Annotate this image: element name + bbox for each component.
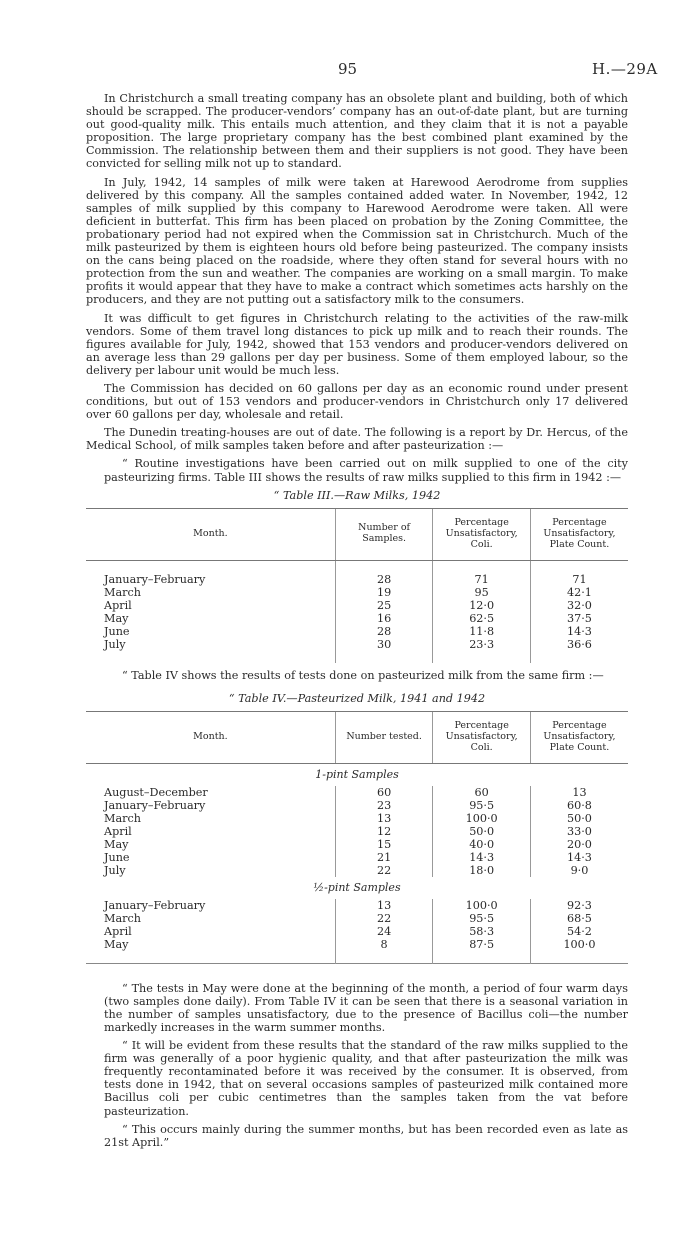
value-cell: 100·0 <box>530 938 628 951</box>
table-row <box>86 851 628 864</box>
value-cell: 71 <box>530 573 628 586</box>
value-cell: 62·5 <box>433 612 531 625</box>
table-row <box>86 612 628 625</box>
value-cell: 14·3 <box>433 851 531 864</box>
table-row <box>86 925 628 938</box>
paragraph: In July, 1942, 14 samples of milk were taken at Harewood Aerodrome from supplies delivered by this company. All the samples contained added water. In November, 1942, 12 samples of milk supplied by this company to Harewood Aerodrome were taken. All were deficient in butterfat. This firm has been placed on probation by the Zoning Committee, the probationary period had not expired when the Commission sat in Christchurch. Much of the milk pasteurized by them is eighteen hours old before being pasteurized. The company insists on the cans being placed on the roadside, where they often stand for several hours with no protection from the sun and weather. The companies are working on a small margin. To make profits it would appear that they have to make a contract which sometimes acts harshly on the producers, and they are not putting out a satisfactory milk to the consumers. <box>86 175 628 307</box>
paragraph: The Dunedin treating-houses are out of date. The following is a report by Dr. Hercus, of the Medical School, of milk samples taken before and after pasteurization :— <box>86 426 628 453</box>
month-cell: May <box>104 937 129 951</box>
value-cell: 9·0 <box>530 864 628 877</box>
page-body <box>86 92 628 1154</box>
value-cell: 40·0 <box>433 838 531 851</box>
value-cell: 24 <box>335 925 433 938</box>
value-cell: 12 <box>335 825 433 838</box>
quoted-paragraph: “ The tests in May were done at the beginning of the month, a period of four warm days (two samples done daily). From Table IV it can be seen that there is a seasonal variation in the number of samples unsatisfactory, due to the presence of Bacillus coli—the number markedly increases in the warm summer months. <box>104 981 628 1034</box>
value-cell: 18·0 <box>433 864 531 877</box>
value-cell: 13 <box>335 812 433 825</box>
paragraph: It was difficult to get figures in Christchurch relating to the activities of the raw-milk vendors. Some of them travel long distances to pick up milk and to reach their rounds. The figures available for July, 1942, showed that 153 vendors and producer-vendors delivered on an average less than 29 gallons per day per business. Some of them employed labour, so the delivery per labour unit would be much less. <box>86 311 628 377</box>
table3-header-month: Month. <box>86 508 335 560</box>
month-cell: January–February <box>104 572 206 586</box>
table-row <box>86 599 628 612</box>
table-row <box>86 899 628 912</box>
value-cell: 13 <box>335 899 433 912</box>
month-cell: August–December <box>104 785 208 799</box>
month-cell: July <box>104 863 126 877</box>
value-cell: 20·0 <box>530 838 628 851</box>
table3-header-samples: Number of Samples. <box>335 508 433 560</box>
month-cell: April <box>104 924 132 938</box>
month-cell: March <box>104 585 141 599</box>
value-cell: 13 <box>530 786 628 799</box>
table-row <box>86 573 628 586</box>
value-cell: 8 <box>335 938 433 951</box>
value-cell: 23 <box>335 799 433 812</box>
value-cell: 60 <box>335 786 433 799</box>
value-cell: 23·3 <box>433 638 531 651</box>
page-number: 95 <box>338 60 358 78</box>
value-cell: 100·0 <box>433 812 531 825</box>
table4-header-tested: Number tested. <box>335 711 433 763</box>
month-cell: March <box>104 811 141 825</box>
quoted-paragraph: “ This occurs mainly during the summer months, but has been recorded even as late as 21st April.” <box>104 1122 628 1149</box>
value-cell: 14·3 <box>530 625 628 638</box>
value-cell: 12·0 <box>433 599 531 612</box>
table3-header-plate: Percentage Unsatisfactory, Plate Count. <box>530 508 628 560</box>
value-cell: 11·8 <box>433 625 531 638</box>
value-cell: 68·5 <box>530 912 628 925</box>
document-reference: H.—29A <box>592 60 658 78</box>
table-row <box>86 938 628 951</box>
paragraph: In Christchurch a small treating company has an obsolete plant and building, both of which should be scrapped. The producer-vendors’ company has an out-of-date plant, but are turning out good-quality milk. This entails much attention, and they claim that it is not a payable proposition. The large proprietary company has the best combined plant examined by the Commission. The relationship between them and their suppliers is not good. They have been convicted for selling milk not up to standard. <box>86 92 628 171</box>
table-row <box>86 838 628 851</box>
value-cell: 16 <box>335 612 433 625</box>
month-cell: June <box>104 850 130 864</box>
value-cell: 100·0 <box>433 899 531 912</box>
value-cell: 95 <box>433 586 531 599</box>
value-cell: 19 <box>335 586 433 599</box>
value-cell: 95·5 <box>433 799 531 812</box>
table-row <box>86 799 628 812</box>
table-row <box>86 638 628 651</box>
table-row <box>86 812 628 825</box>
value-cell: 22 <box>335 912 433 925</box>
value-cell: 30 <box>335 638 433 651</box>
value-cell: 28 <box>335 625 433 638</box>
value-cell: 50·0 <box>530 812 628 825</box>
quoted-paragraph: “ It will be evident from these results that the standard of the raw milks supplied to the firm was generally of a poor hygienic quality, and that after pasteurization the milk was frequently recontaminated before it was received by the consumer. It is observed, from tests done in 1942, that on several occasions samples of pasteurized milk contained more Bacillus coli per cubic centimetres than the samples taken from the vat before pasteurization. <box>104 1039 628 1118</box>
table4-section-pint: 1-pint Samples <box>315 768 399 782</box>
quoted-paragraph: “ Table IV shows the results of tests done on pasteurized milk from the same firm :— <box>122 668 604 682</box>
value-cell: 60 <box>433 786 531 799</box>
value-cell: 37·5 <box>530 612 628 625</box>
value-cell: 28 <box>335 573 433 586</box>
table-row <box>86 825 628 838</box>
month-cell: January–February <box>104 898 206 912</box>
table4-section-half-pint: ½-pint Samples <box>313 881 401 895</box>
table3-title: “ Table III.—Raw Milks, 1942 <box>273 488 441 502</box>
month-cell: May <box>104 611 129 625</box>
value-cell: 54·2 <box>530 925 628 938</box>
value-cell: 95·5 <box>433 912 531 925</box>
value-cell: 14·3 <box>530 851 628 864</box>
table4-header-plate: Percentage Unsatisfactory, Plate Count. <box>530 711 628 763</box>
table4-header-coli: Percentage Unsatisfactory, Coli. <box>433 711 531 763</box>
paragraph: The Commission has decided on 60 gallons per day as an economic round under present conditions, but out of 153 vendors and producer-vendors in Christchurch only 17 delivered over 60 gallons per day, wholesale and retail. <box>86 381 628 422</box>
value-cell: 36·6 <box>530 638 628 651</box>
table-row <box>86 786 628 799</box>
value-cell: 92·3 <box>530 899 628 912</box>
value-cell: 50·0 <box>433 825 531 838</box>
value-cell: 32·0 <box>530 599 628 612</box>
table-row <box>86 864 628 877</box>
quoted-paragraph: “ Routine investigations have been carried out on milk supplied to one of the city pasteurizing firms. Table III shows the results of raw milks supplied to this firm in 1942 :— <box>104 457 628 484</box>
month-cell: April <box>104 598 132 612</box>
value-cell: 15 <box>335 838 433 851</box>
value-cell: 33·0 <box>530 825 628 838</box>
table-row <box>86 625 628 638</box>
value-cell: 60·8 <box>530 799 628 812</box>
month-cell: March <box>104 911 141 925</box>
value-cell: 21 <box>335 851 433 864</box>
month-cell: June <box>104 624 130 638</box>
table3-header-coli: Percentage Unsatisfactory, Coli. <box>433 508 531 560</box>
month-cell: May <box>104 837 129 851</box>
value-cell: 42·1 <box>530 586 628 599</box>
value-cell: 71 <box>433 573 531 586</box>
value-cell: 22 <box>335 864 433 877</box>
table4-header-month: Month. <box>86 711 335 763</box>
table4 <box>86 711 628 964</box>
month-cell: July <box>104 637 126 651</box>
table3 <box>86 508 628 663</box>
table4-title: “ Table IV.—Pasteurized Milk, 1941 and 1942 <box>228 691 486 705</box>
month-cell: January–February <box>104 798 206 812</box>
value-cell: 87·5 <box>433 938 531 951</box>
table-row <box>86 912 628 925</box>
value-cell: 58·3 <box>433 925 531 938</box>
month-cell: April <box>104 824 132 838</box>
value-cell: 25 <box>335 599 433 612</box>
table-row <box>86 586 628 599</box>
